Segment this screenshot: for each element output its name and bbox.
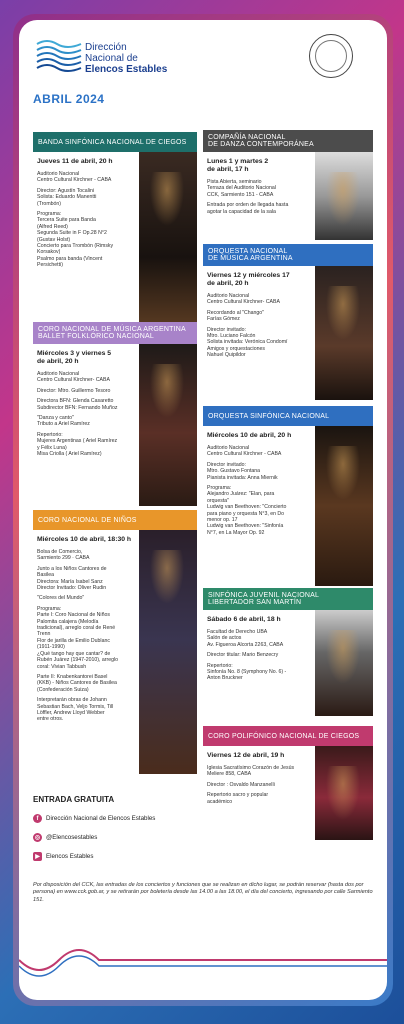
event-title: "Colores del Mundo" xyxy=(37,595,85,602)
section-title: ORQUESTA NACIONAL DE MÚSICA ARGENTINA xyxy=(203,244,373,266)
event-repertoire: Interpretarán obras de Johann Sebastian Bach, Veljo Tormis, Till Löffler, Andrew Lloyd Webber entre otros. xyxy=(37,697,114,723)
event-date: Miércoles 3 y viernes 5 de abril, 20 h xyxy=(37,350,112,365)
section-coro-ninos xyxy=(33,510,197,774)
section-title: CORO POLIFÓNICO NACIONAL DE CIEGOS xyxy=(203,726,373,746)
ministry-seal-icon xyxy=(309,34,353,78)
section-title: SINFÓNICA JUVENIL NACIONAL LIBERTADOR SAN MARTÍN xyxy=(203,588,373,610)
event-venue: Auditorio Nacional Centro Cultural Kirchner - CABA xyxy=(207,445,282,458)
org-line-1: Dirección xyxy=(85,42,127,53)
event-note: Entrada por orden de llegada hasta agotar la capacidad de la sala xyxy=(207,202,289,215)
event-title: Recordando al "Chango" Farías Gómez xyxy=(207,309,265,323)
disclaimer-text: Por disposición del CCK, las entradas de los conciertos y funciones que se realizan en dicho lugar, se podrán reservar (hasta dos por persona) en www.cck.gob.ar, y se retirarán por boletería desde las 14.00 a las 18.00, el día del concierto, ingresando por calle Sarmiento 151. xyxy=(33,882,373,903)
org-line-2: Nacional de xyxy=(85,53,138,64)
instagram-icon: ◎ xyxy=(34,835,41,841)
section-title: CORO NACIONAL DE MÚSICA ARGENTINA BALLET FOLKLÓRICO NACIONAL xyxy=(33,322,197,344)
facebook-icon: f xyxy=(33,814,42,823)
event-venue: Pista Abierta, seminario Terraza del Auditorio Nacional CCK, Sarmiento 151 - CABA xyxy=(207,179,276,198)
event-venue: Auditorio Nacional Centro Cultural Kirchner- CABA xyxy=(37,371,110,384)
event-photo xyxy=(315,426,373,586)
event-date: Lunes 1 y martes 2 de abril, 17 h xyxy=(207,158,269,173)
event-photo xyxy=(139,344,197,506)
event-photo xyxy=(315,266,373,400)
event-program: Repertorio: Mujeres Argentinas ( Ariel Ramírez y Félix Luna) Misa Criolla ( Ariel Ramírez) xyxy=(37,431,118,458)
section-coro-polifonico xyxy=(203,726,373,840)
youtube-icon: ▶ xyxy=(33,852,42,861)
youtube-label: Elencos Estables xyxy=(46,853,94,860)
event-venue: Iglesia Sacratísimo Corazón de Jesús Meliere 858, CABA xyxy=(207,765,295,778)
event-date: Sábado 6 de abril, 18 h xyxy=(207,616,281,623)
event-director: Director: Mtro. Guillermo Tesoro xyxy=(37,387,111,394)
event-program-part2: Parte II: Knabenkantorei Basel (KKB) - Niños Cantores de Basilea (Confederación Suiza) xyxy=(37,673,117,693)
event-program: Programa: Tercera Suite para Banda (Alfred Reed) Segunda Suite in F Op.28 N°2 (Gustav Holst) Concierto para Trombón (Rimsky Korsakov) Psalmo para banda (Vincent Persichetti) xyxy=(37,211,114,269)
event-venue: Auditorio Nacional Centro Cultural Kirchner - CABA xyxy=(37,171,112,184)
event-repertoire: Repertorio sacro y popular académico xyxy=(207,792,269,805)
event-date: Jueves 11 de abril, 20 h xyxy=(37,158,113,165)
event-venue: Facultad de Derecho UBA Salón de actos Av. Figueroa Alcorta 2263, CABA xyxy=(207,629,284,648)
event-director: Director : Osvaldo Manzanelli xyxy=(207,781,275,788)
section-text xyxy=(203,746,315,840)
section-title: CORO NACIONAL DE NIÑOS xyxy=(33,510,197,530)
event-program: Programa: Alejandro Juárez: "Elan, para orquesta" Ludwig van Beethoven: "Concierto para piano y orquesta N°3, en Do menor op. 17 Ludwig van Beethoven: "Sinfonía N°7, en La Mayor Op. 92 xyxy=(207,485,287,536)
event-directors-bfn: Directora BFN: Glenda Casaretto Subdirector BFN: Fernando Muñoz xyxy=(37,398,118,411)
event-date: Miércoles 10 de abril, 20 h xyxy=(207,432,292,439)
section-text xyxy=(203,610,315,716)
event-program: Programa: Parte I: Coro Nacional de Niños Palomita calajera (Melodía tradicional), arreglo coral de René Trenn Flor de jarilla de Emilio Dublanc (1911-1990) ¿Qué tango hay que cantar? de Rubén Juárez (1947-2010), arreglo coral: Vivian Tabbush xyxy=(37,605,119,670)
event-director: Director titular: Mario Benzecry xyxy=(207,652,279,659)
section-text xyxy=(33,530,139,774)
event-photo xyxy=(139,530,197,774)
section-banda xyxy=(33,132,197,328)
event-directors: Junto a los Niños Cantores de Basilea Directora: María Isabel Sanz Director Invitado: Oliver Rudin xyxy=(37,565,107,592)
footer-wave-icon xyxy=(19,920,387,1000)
event-directors: Director invitado: Mtro. Luciano Falcón Solista invitada: Verónica Condomí Amigos y orquestaciones Nahuel Quipildor xyxy=(207,326,288,359)
event-directors: Director invitado: Mtro. Gustavo Fontana Pianista invitada: Anna Miernik xyxy=(207,461,278,481)
event-date: Viernes 12 y miércoles 17 de abril, 20 h xyxy=(207,272,290,287)
free-entry-title: ENTRADA GRATUITA xyxy=(33,795,115,804)
event-photo xyxy=(315,610,373,716)
section-text xyxy=(33,152,139,328)
social-instagram[interactable] xyxy=(33,833,97,842)
event-title: "Danza y canto" Tributo a Ariel Ramírez xyxy=(37,415,90,428)
section-juvenil xyxy=(203,588,373,716)
section-title: ORQUESTA SINFÓNICA NACIONAL xyxy=(203,406,373,426)
section-text xyxy=(33,344,139,506)
poster-card xyxy=(19,20,387,1000)
event-date: Viernes 12 de abril, 19 h xyxy=(207,752,285,759)
section-text xyxy=(203,266,315,400)
instagram-label: @Elencosestables xyxy=(46,834,98,841)
section-title: BANDA SINFÓNICA NACIONAL DE CIEGOS xyxy=(33,132,197,152)
social-facebook[interactable] xyxy=(33,814,155,823)
org-name xyxy=(85,42,167,75)
org-line-3: Elencos Estables xyxy=(85,64,168,75)
section-coro-musica xyxy=(33,322,197,506)
event-venue: Auditorio Nacional Centro Cultural Kirchner- CABA xyxy=(207,293,280,306)
section-danza xyxy=(203,130,373,240)
section-orquesta-sinfonica xyxy=(203,406,373,586)
social-youtube[interactable] xyxy=(33,852,93,861)
event-director: Director: Agustín Tocalini Solista: Eduardo Manentti (Trombón) xyxy=(37,187,97,207)
event-venue: Bolsa de Comercio, Sarmiento 299 · CABA xyxy=(37,549,90,562)
month-title: ABRIL 2024 xyxy=(33,92,105,106)
event-photo xyxy=(139,152,197,328)
section-title: COMPAÑÍA NACIONAL DE DANZA CONTEMPORÁNEA xyxy=(203,130,373,152)
facebook-label: Dirección Nacional de Elencos Estables xyxy=(46,815,156,822)
section-orquesta-musica xyxy=(203,244,373,400)
event-date: Miércoles 10 de abril, 18:30 h xyxy=(37,536,132,543)
event-repertoire: Repertorio: Sinfonía No. 8 (Symphony No. 6) - Anton Bruckner xyxy=(207,662,287,682)
section-text xyxy=(203,426,315,586)
event-photo xyxy=(315,746,373,840)
section-text xyxy=(203,152,315,240)
event-photo xyxy=(315,152,373,240)
elencos-logo-icon xyxy=(35,38,83,74)
